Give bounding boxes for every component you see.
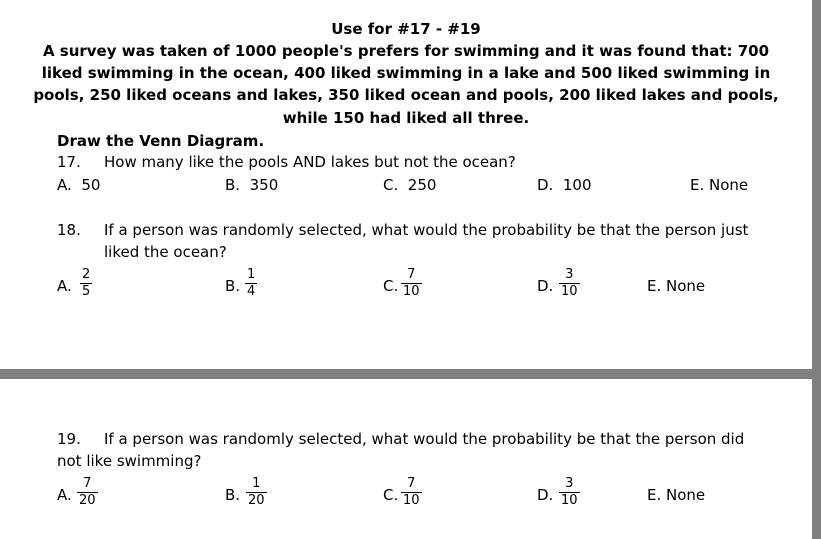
- q18-text-line-1: If a person was randomly selected, what would the probability be that the person just: [104, 221, 749, 239]
- intro-line-3: pools, 250 liked oceans and lakes, 350 liked ocean and pools, 200 liked lakes and pools,: [33, 86, 779, 104]
- worksheet-title: Use for #17 - #19: [331, 20, 481, 38]
- q18-option-d-fraction: 3 10: [561, 267, 578, 299]
- q18-option-e: E. None: [647, 277, 706, 295]
- instruction: Draw the Venn Diagram.: [57, 132, 265, 150]
- q17-option-c: C. 250: [383, 176, 437, 194]
- q18-text-line-2: liked the ocean?: [104, 243, 227, 261]
- intro-line-2: liked swimming in the ocean, 400 liked swimming in a lake and 500 liked swimming in: [41, 64, 771, 82]
- q19-text-line-2: not like swimming?: [57, 452, 202, 470]
- q19-option-b-letter: B.: [225, 486, 241, 504]
- q18-option-a-letter: A.: [57, 277, 72, 295]
- q17-option-e: E. None: [690, 176, 749, 194]
- q17-text: How many like the pools AND lakes but not the ocean?: [104, 153, 516, 171]
- q19-option-c-fraction: 7 10: [403, 476, 420, 508]
- q19-option-b-fraction: 1 20: [248, 476, 265, 508]
- q19-option-a-fraction: 7 20: [79, 476, 96, 508]
- q17-option-a: A. 50: [57, 176, 101, 194]
- q19-option-c-letter: C.: [383, 486, 399, 504]
- intro-line-1: A survey was taken of 1000 people's prefers for swimming and it was found that: 700: [42, 42, 770, 60]
- q19-option-a-letter: A.: [57, 486, 72, 504]
- q19-text-line-1: If a person was randomly selected, what would the probability be that the person did: [104, 430, 745, 448]
- intro-line-4: while 150 had liked all three.: [282, 109, 530, 127]
- q17-option-d: D. 100: [537, 176, 592, 194]
- q18-number: 18.: [57, 221, 81, 239]
- q17-option-b: B. 350: [225, 176, 279, 194]
- q18-option-b-fraction: 1 4: [247, 267, 256, 299]
- q19-option-d-fraction: 3 10: [561, 476, 578, 508]
- q18-option-b-letter: B.: [225, 277, 241, 295]
- viewer-right-edge: [812, 0, 821, 539]
- q19-number: 19.: [57, 430, 81, 448]
- q18-option-a-fraction: 2 5: [82, 267, 91, 299]
- q18-option-c-fraction: 7 10: [403, 267, 420, 299]
- q17-number: 17.: [57, 153, 81, 171]
- q18-option-d-letter: D.: [537, 277, 554, 295]
- q19-option-e: E. None: [647, 486, 706, 504]
- worksheet-page-2: [0, 379, 812, 539]
- q18-option-c-letter: C.: [383, 277, 399, 295]
- q19-option-d-letter: D.: [537, 486, 554, 504]
